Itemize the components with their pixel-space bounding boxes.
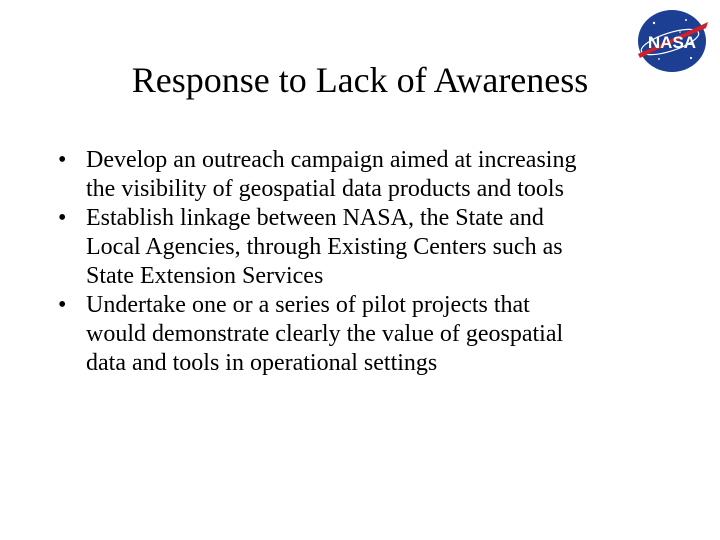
bullet-marker: •: [58, 292, 67, 318]
bullet-text-line: Local Agencies, through Existing Centers such as: [86, 234, 563, 260]
bullet-text-line: State Extension Services: [86, 263, 324, 289]
nasa-logo-text: NASA: [647, 33, 697, 52]
bullet-list: [58, 146, 698, 378]
bullet-item: [58, 291, 698, 378]
slide-title: Response to Lack of Awareness: [131, 60, 589, 100]
bullet-item: [58, 204, 698, 291]
bullet-text-line: Undertake one or a series of pilot projects that: [86, 292, 530, 318]
bullet-text-line: data and tools in operational settings: [86, 350, 438, 376]
bullet-marker: •: [58, 205, 67, 231]
bullet-text-line: Establish linkage between NASA, the State and: [86, 205, 544, 231]
bullet-marker: •: [58, 147, 67, 173]
bullet-text-line: Develop an outreach campaign aimed at increasing: [86, 147, 577, 173]
bullet-item: [58, 146, 698, 204]
bullet-text-line: would demonstrate clearly the value of geospatial: [86, 321, 564, 347]
bullet-text-line: the visibility of geospatial data products and tools: [86, 176, 564, 202]
